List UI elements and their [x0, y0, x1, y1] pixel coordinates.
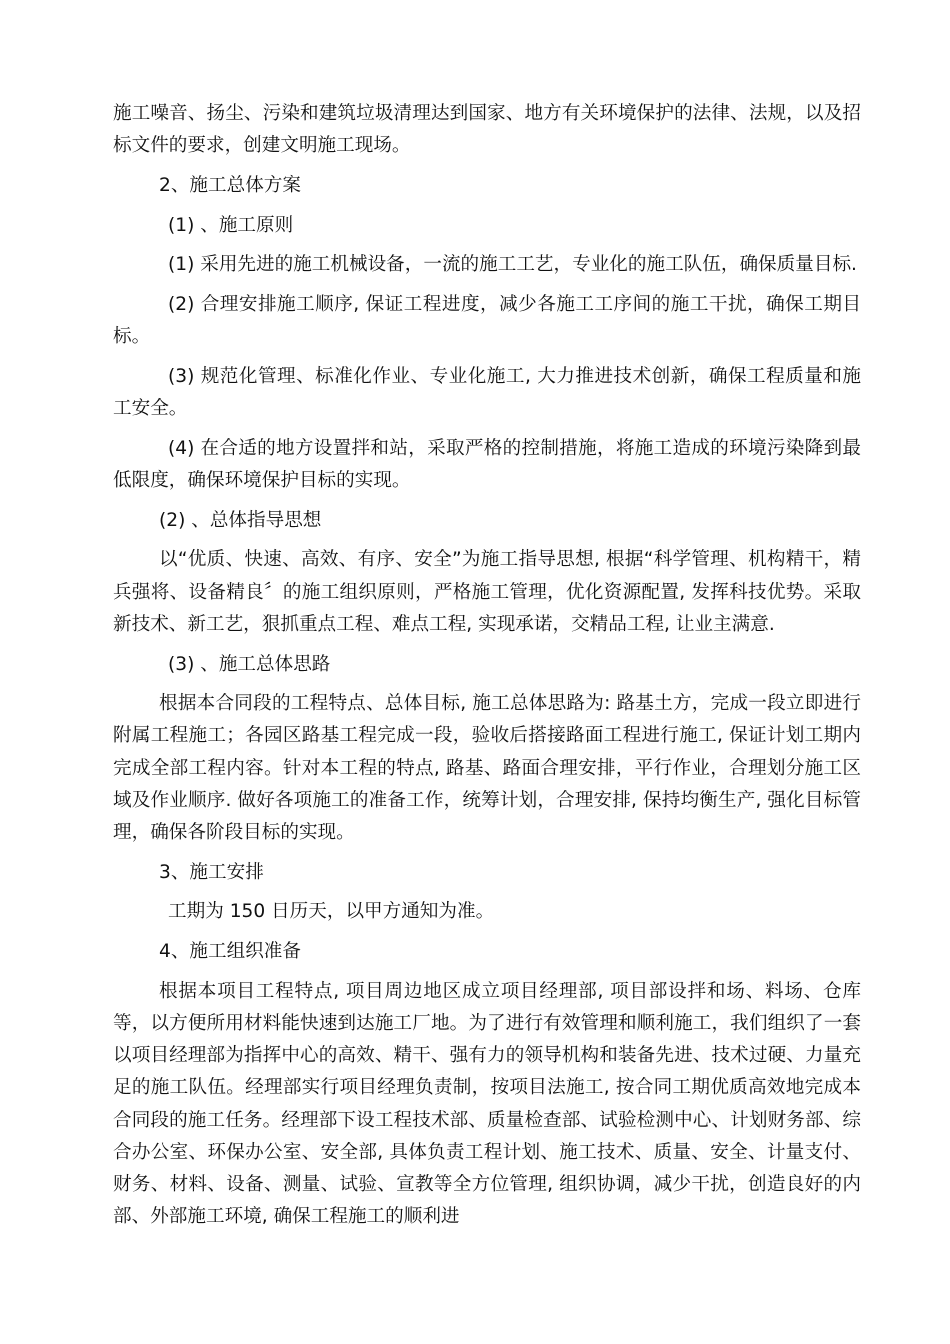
document-body: [113, 98, 861, 1241]
paragraph-guiding-ideology: 以“优质、快速、高效、有序、安全”为施工指导思想, 根据“科学管理、机构精干，精兵强将、设备精良〞的施工组织原则，严格施工管理，优化资源配置, 发挥科技优势。采取新技术、新工艺，狠抓重点工程、难点工程, 实现承诺，交精品工程, 让业主满意.: [113, 549, 861, 635]
paragraph-duration: 工期为 150 日历天，以甲方通知为准。: [168, 901, 495, 923]
paragraph-principle-2: (2) 合理安排施工顺序, 保证工程进度，减少各施工工序间的施工干扰，确保工期目标。: [113, 294, 861, 348]
paragraph-principle-1: (1) 采用先进的施工机械设备，一流的施工工艺，专业化的施工队伍，确保质量目标.: [168, 254, 857, 276]
subheading-overall-approach: (3) 、施工总体思路: [168, 653, 331, 675]
paragraph-principle-3: (3) 规范化管理、标准化作业、专业化施工, 大力推进技术创新，确保工程质量和施工安全。: [113, 365, 861, 420]
subheading-principles: (1) 、施工原则: [168, 214, 294, 236]
paragraph-overall-approach: 根据本合同段的工程特点、总体目标, 施工总体思路为: 路基土方，完成一段立即进行附属工程施工；各园区路基工程完成一段，验收后搭接路面工程进行施工, 保证计划工期内完成全部工程内容。针对本工程的特点, 路基、路面合理安排，平行作业，合理划分施工区域及作业顺序. 做好各项施工的准备工作，统筹计划，合理安排, 保持均衡生产, 强化目标管理，确保各阶段目标的实现。: [113, 693, 861, 844]
paragraph-principle-4: (4) 在合适的地方设置拌和站，采取严格的控制措施，将施工造成的环境污染降到最低限度，确保环境保护目标的实现。: [113, 437, 861, 492]
paragraph-organization: 根据本项目工程特点, 项目周边地区成立项目经理部, 项目部设拌和场、料场、仓库等，以方便所用材料能快速到达施工厂地。为了进行有效管理和顺利施工，我们组织了一套以项目经理部为指挥中心的高效、精干、强有力的领导机构和装备先进、技术过硬、力量充足的施工队伍。经理部实行项目经理负责制，按项目法施工, 按合同工期优质高效地完成本合同段的施工任务。经理部下设工程技术部、质量检查部、试验检测中心、计划财务部、综合办公室、环保办公室、安全部, 具体负责工程计划、施工技术、质量、安全、计量支付、财务、材料、设备、测量、试验、宣教等全方位管理, 组织协调，减少干扰，创造良好的内部、外部施工环境, 确保工程施工的顺利进: [113, 980, 861, 1228]
subheading-guiding-ideology: (2) 、总体指导思想: [159, 509, 322, 531]
heading-arrangement: 3、施工安排: [159, 861, 264, 883]
paragraph-environment: 施工噪音、扬尘、污染和建筑垃圾清理达到国家、地方有关环境保护的法律、法规，以及招标文件的要求，创建文明施工现场。: [113, 103, 861, 157]
heading-overall-plan: 2、施工总体方案: [159, 174, 301, 196]
heading-organization: 4、施工组织准备: [159, 941, 301, 963]
